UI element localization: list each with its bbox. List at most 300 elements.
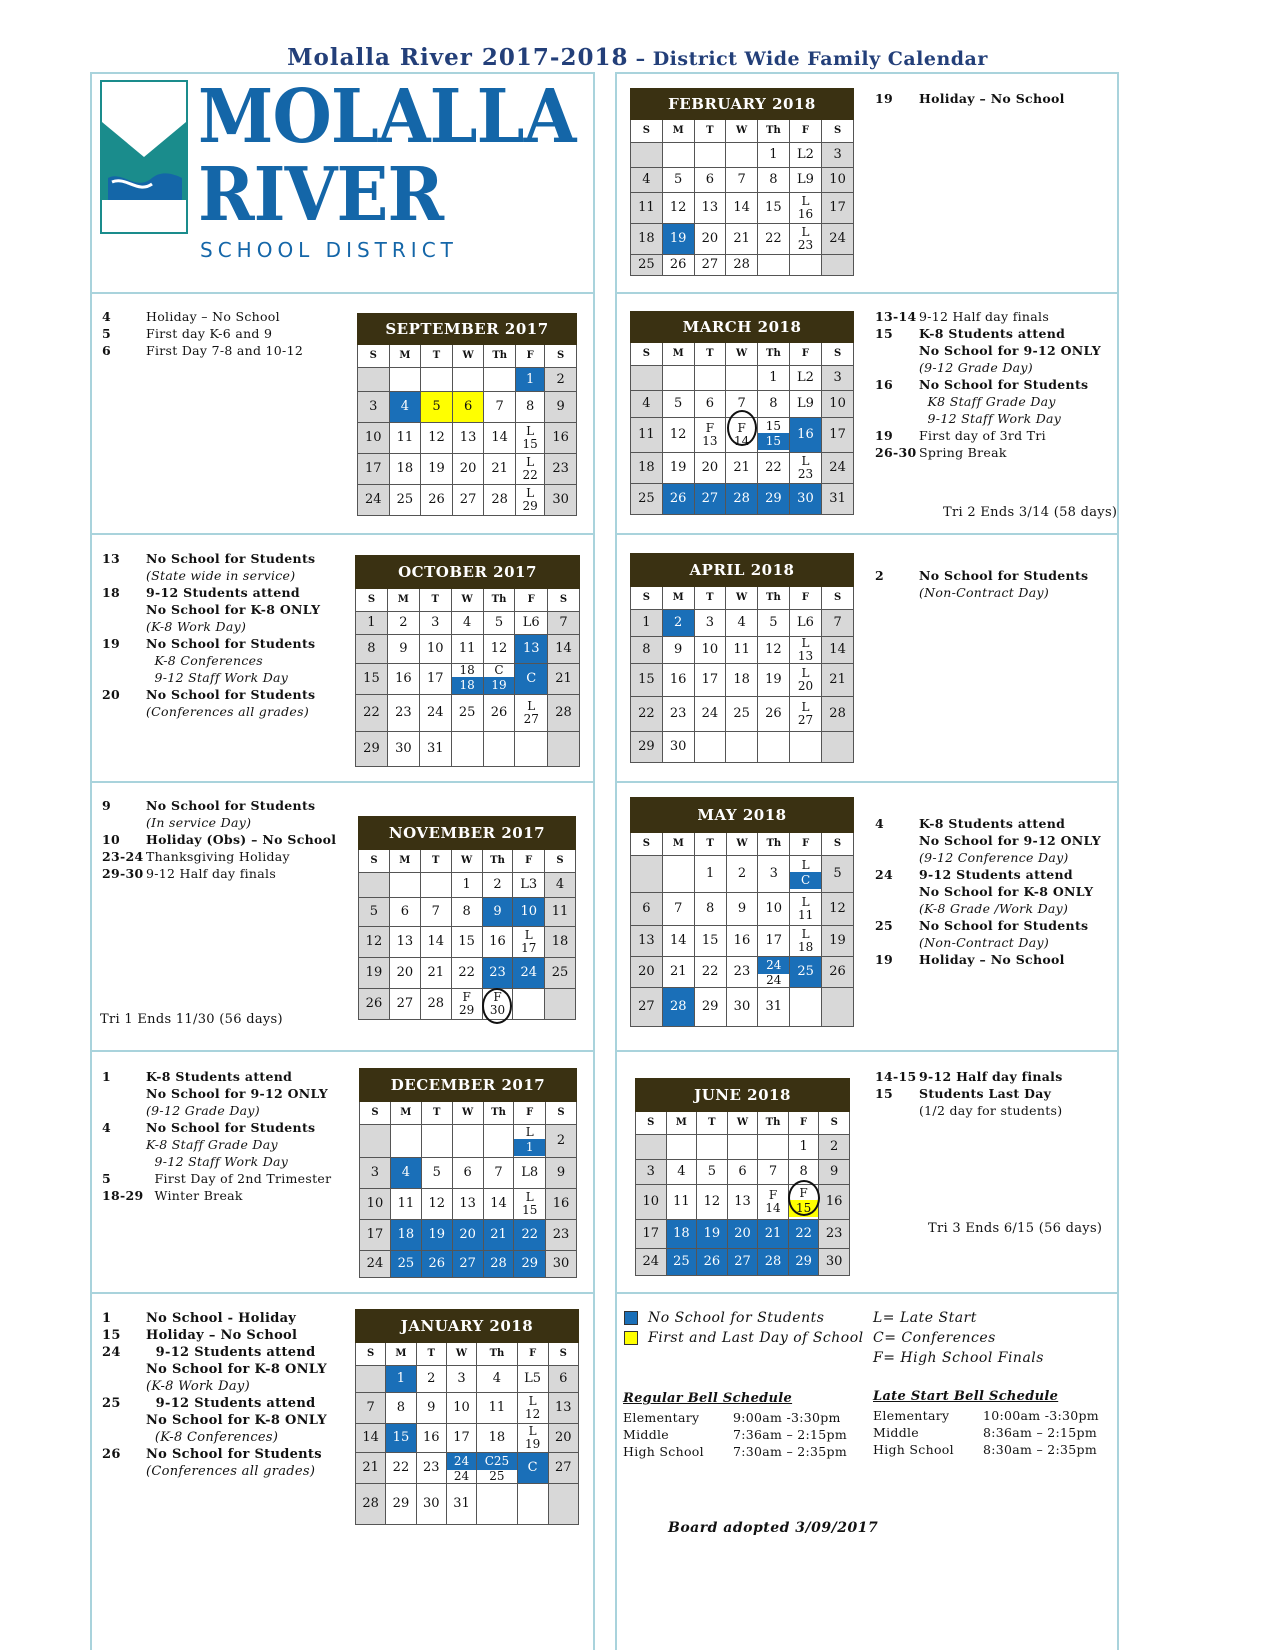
legend-conferences: C= Conferences bbox=[873, 1330, 996, 1346]
day-cell bbox=[726, 143, 758, 168]
day-cell: 2 bbox=[387, 612, 419, 635]
note-date bbox=[875, 410, 919, 427]
note-date: 19 bbox=[875, 952, 893, 967]
notes-march bbox=[875, 308, 1115, 461]
day-cell: L 27 bbox=[789, 697, 821, 732]
day-cell: 16 bbox=[416, 1424, 446, 1453]
day-cell: 18 bbox=[631, 224, 663, 255]
day-cell: 11 bbox=[544, 898, 575, 927]
note-date: 15 bbox=[875, 326, 893, 341]
note-row bbox=[875, 832, 1115, 849]
note-date: 23-24 bbox=[102, 849, 144, 864]
day-cell bbox=[636, 1135, 667, 1160]
note-date: 4 bbox=[875, 816, 884, 831]
day-cell: L 18 bbox=[790, 926, 822, 957]
grid-h bbox=[615, 781, 1119, 783]
bell-level: Elementary bbox=[873, 1408, 950, 1423]
day-cell: L5 bbox=[517, 1366, 548, 1393]
finals-circle-icon bbox=[482, 988, 512, 1024]
day-cell: 5 bbox=[822, 856, 854, 893]
day-cell: 7 bbox=[420, 898, 451, 927]
day-cell: 15 bbox=[451, 927, 482, 958]
day-cell: 31 bbox=[758, 988, 790, 1027]
day-cell: C bbox=[515, 664, 548, 695]
day-cell: 7 bbox=[548, 612, 580, 635]
day-header: Th bbox=[758, 1112, 789, 1135]
day-header: M bbox=[387, 589, 419, 612]
note-row bbox=[102, 550, 352, 567]
day-cell: 28 bbox=[548, 695, 580, 732]
day-cell: 13 bbox=[727, 1185, 758, 1220]
day-header: S bbox=[636, 1112, 667, 1135]
note-text: (K-8 Work Day) bbox=[146, 1379, 250, 1394]
note-row bbox=[102, 1395, 352, 1412]
note-date: 9 bbox=[102, 798, 111, 813]
day-cell bbox=[451, 732, 483, 767]
grid-h bbox=[90, 781, 595, 783]
day-cell: 21 bbox=[548, 664, 580, 695]
day-header: W bbox=[446, 1343, 476, 1366]
day-cell: 30 bbox=[819, 1249, 850, 1276]
note-row bbox=[102, 831, 352, 848]
day-cell: 3 bbox=[446, 1366, 476, 1393]
note-text: (9-12 Grade Day) bbox=[146, 1103, 260, 1118]
day-cell: 7 bbox=[662, 893, 694, 926]
day-cell: 15 bbox=[694, 926, 726, 957]
note-date: 25 bbox=[875, 918, 893, 933]
note-row bbox=[102, 814, 352, 831]
day-cell: 28 bbox=[483, 1251, 514, 1278]
day-cell: 17 bbox=[446, 1424, 476, 1453]
day-cell: 8 bbox=[758, 168, 790, 193]
note-row bbox=[102, 1412, 352, 1429]
day-cell: 9 bbox=[545, 392, 577, 423]
day-cell: 2 bbox=[545, 1125, 576, 1158]
board-adopted: Board adopted 3/09/2017 bbox=[668, 1520, 879, 1536]
day-cell: 29 bbox=[758, 484, 790, 515]
note-text: First day of 3rd Tri bbox=[919, 428, 1046, 443]
day-cell: 5 bbox=[421, 392, 453, 423]
note-row bbox=[875, 815, 1115, 832]
notes-february bbox=[875, 90, 1115, 107]
note-date bbox=[875, 883, 919, 900]
day-cell: 18 bbox=[666, 1220, 697, 1249]
note-date bbox=[102, 669, 146, 686]
note-row bbox=[875, 883, 1115, 900]
day-cell: 10 bbox=[822, 391, 854, 418]
day-cell bbox=[452, 368, 484, 392]
day-header: S bbox=[822, 833, 854, 856]
day-cell: 26 bbox=[822, 957, 854, 988]
day-cell: 1 bbox=[788, 1135, 819, 1160]
day-header: S bbox=[548, 589, 580, 612]
day-cell: 3 bbox=[419, 612, 451, 635]
day-cell: 9 bbox=[662, 637, 694, 664]
day-cell: 4 bbox=[631, 168, 663, 193]
day-header: Th bbox=[484, 345, 516, 368]
day-cell: 10 bbox=[636, 1185, 667, 1220]
note-row bbox=[102, 601, 352, 618]
day-cell bbox=[421, 1125, 452, 1158]
day-cell: 14 bbox=[726, 193, 758, 224]
note-row bbox=[875, 325, 1115, 342]
day-cell: 16 bbox=[482, 927, 513, 958]
day-header: W bbox=[726, 833, 758, 856]
day-cell: 29 bbox=[386, 1484, 416, 1525]
day-header: S bbox=[544, 850, 575, 873]
note-date bbox=[102, 567, 146, 584]
day-cell: 24 bbox=[636, 1249, 667, 1276]
note-date bbox=[102, 1412, 146, 1429]
day-header: F bbox=[788, 1112, 819, 1135]
note-row bbox=[875, 866, 1115, 883]
blue-swatch-icon bbox=[624, 1311, 638, 1325]
note-text: (Conferences all grades) bbox=[146, 1464, 316, 1479]
note-date: 4 bbox=[102, 1120, 111, 1135]
note-row bbox=[102, 1136, 352, 1153]
day-cell: 24 bbox=[822, 224, 854, 255]
calendar-dec bbox=[359, 1068, 577, 1278]
note-date bbox=[102, 814, 146, 831]
finals-circle-icon bbox=[727, 410, 757, 446]
day-cell: 8 bbox=[631, 637, 663, 664]
grid-mid-right bbox=[615, 72, 617, 1650]
note-date bbox=[102, 1085, 146, 1102]
day-cell: 3 bbox=[822, 143, 854, 168]
note-row bbox=[875, 951, 1115, 968]
day-cell: L 12 bbox=[517, 1393, 548, 1424]
note-row bbox=[102, 686, 352, 703]
day-header: M bbox=[390, 1102, 421, 1125]
day-cell: 3 bbox=[694, 610, 726, 637]
note-date bbox=[102, 1378, 146, 1395]
note-text: (Conferences all grades) bbox=[146, 704, 309, 719]
note-date: 14-15 bbox=[875, 1069, 917, 1084]
day-cell: 23 bbox=[726, 957, 758, 988]
regular-bell-schedule bbox=[623, 1390, 863, 1460]
day-header: W bbox=[726, 343, 758, 366]
day-cell: 1 bbox=[356, 612, 388, 635]
day-cell bbox=[789, 255, 821, 276]
note-date: 1 bbox=[102, 1069, 111, 1084]
note-text: K8 Staff Grade Day bbox=[919, 394, 1056, 409]
day-cell: 13 bbox=[515, 635, 548, 664]
note-text: (Non-Contract Day) bbox=[919, 935, 1050, 950]
day-cell: 25 bbox=[631, 255, 663, 276]
day-cell: 23 bbox=[819, 1220, 850, 1249]
day-cell: 29 bbox=[631, 732, 663, 763]
day-cell: 3 bbox=[636, 1160, 667, 1185]
day-cell bbox=[697, 1135, 728, 1160]
notes-september bbox=[102, 308, 352, 359]
district-logo bbox=[100, 74, 576, 270]
day-cell: 16 bbox=[789, 418, 821, 453]
note-row bbox=[102, 1170, 352, 1187]
note-row bbox=[102, 797, 352, 814]
day-cell bbox=[726, 732, 758, 763]
note-text: No School for Students bbox=[146, 551, 316, 566]
note-text: K-8 Conferences bbox=[146, 653, 264, 668]
day-cell: 5 bbox=[662, 391, 694, 418]
day-cell: L C bbox=[790, 856, 822, 893]
day-cell: 18 bbox=[389, 454, 421, 485]
calendar-jan bbox=[355, 1309, 579, 1525]
notes-april bbox=[875, 567, 1115, 601]
day-cell: 19 bbox=[421, 454, 453, 485]
day-cell: 4 bbox=[666, 1160, 697, 1185]
day-cell: 23 bbox=[545, 454, 577, 485]
day-cell: 1 bbox=[631, 610, 663, 637]
day-cell bbox=[517, 1484, 548, 1525]
day-header: M bbox=[662, 587, 694, 610]
note-text: K-8 Students attend bbox=[919, 816, 1066, 831]
day-cell bbox=[694, 143, 726, 168]
month-title: MAY 2018 bbox=[631, 798, 854, 833]
day-header: F bbox=[515, 345, 544, 368]
day-cell bbox=[420, 873, 451, 898]
day-cell bbox=[631, 143, 663, 168]
note-date bbox=[102, 1136, 146, 1153]
month-title: SEPTEMBER 2017 bbox=[358, 314, 577, 345]
day-cell: 1 bbox=[386, 1366, 416, 1393]
note-date bbox=[102, 703, 146, 720]
day-header: S bbox=[822, 120, 854, 143]
day-cell: 20 bbox=[694, 453, 726, 484]
day-cell: 27 bbox=[727, 1249, 758, 1276]
day-cell: 7 bbox=[758, 1160, 789, 1185]
day-cell: 8 bbox=[694, 893, 726, 926]
day-header: T bbox=[694, 120, 726, 143]
day-cell: 25 bbox=[631, 484, 663, 515]
note-text: No School for K-8 ONLY bbox=[146, 1413, 327, 1428]
day-cell: L 27 bbox=[515, 695, 548, 732]
day-cell: 5 bbox=[758, 610, 790, 637]
day-cell: 30 bbox=[789, 484, 821, 515]
day-cell: L 16 bbox=[789, 193, 821, 224]
day-cell: 2 bbox=[482, 873, 513, 898]
note-text: No School for Students bbox=[146, 1120, 316, 1135]
calendar-may bbox=[630, 797, 854, 1027]
note-text: No School for Students bbox=[146, 798, 316, 813]
note-text: (K-8 Grade /Work Day) bbox=[919, 901, 1069, 916]
note-text: No School for Students bbox=[146, 1447, 322, 1462]
day-cell: 12 bbox=[483, 635, 515, 664]
bell-level: Middle bbox=[873, 1425, 919, 1440]
day-cell: 19 bbox=[662, 224, 694, 255]
bell-level: Elementary bbox=[623, 1410, 700, 1425]
legend-first-last: First and Last Day of School bbox=[624, 1328, 864, 1348]
day-header: Th bbox=[758, 587, 790, 610]
day-cell: 23 bbox=[545, 1220, 576, 1251]
note-text: Students Last Day bbox=[919, 1086, 1052, 1101]
note-row bbox=[102, 342, 352, 359]
note-date: 18 bbox=[102, 585, 120, 600]
day-cell: 30 bbox=[545, 485, 577, 516]
day-header: T bbox=[421, 1102, 452, 1125]
day-header: Th bbox=[758, 120, 790, 143]
day-header: T bbox=[416, 1343, 446, 1366]
note-text: 9-12 Half day finals bbox=[919, 309, 1050, 324]
day-cell: 9 bbox=[482, 898, 513, 927]
day-cell: 27 bbox=[694, 484, 726, 515]
day-cell: 28 bbox=[726, 484, 758, 515]
day-cell: 21 bbox=[483, 1220, 514, 1251]
day-cell: 24 bbox=[358, 485, 390, 516]
grid-h bbox=[615, 292, 1119, 294]
day-cell: 27 bbox=[389, 989, 420, 1020]
day-cell: 10 bbox=[513, 898, 545, 927]
note-text: No School for K-8 ONLY bbox=[919, 884, 1094, 899]
note-text: Holiday – No School bbox=[146, 1328, 298, 1343]
day-cell: 14 bbox=[822, 637, 854, 664]
note-row bbox=[102, 1310, 352, 1327]
day-cell: 2 bbox=[726, 856, 758, 893]
day-cell bbox=[694, 366, 726, 391]
day-cell: 14 bbox=[484, 423, 516, 454]
note-date bbox=[875, 849, 919, 866]
day-cell: 18 bbox=[631, 453, 663, 484]
note-date bbox=[102, 1429, 146, 1446]
day-cell: 28 bbox=[662, 988, 694, 1027]
note-text: (9-12 Conference Day) bbox=[919, 850, 1069, 865]
day-cell: 17 bbox=[822, 418, 854, 453]
day-cell: L 1 bbox=[514, 1125, 546, 1158]
day-cell: 18 bbox=[544, 927, 575, 958]
day-cell: 24 24 bbox=[758, 957, 790, 988]
note-date: 4 bbox=[102, 309, 111, 324]
day-cell: 31 bbox=[446, 1484, 476, 1525]
day-cell: 25 bbox=[451, 695, 483, 732]
grid-h bbox=[90, 292, 595, 294]
note-row bbox=[875, 393, 1115, 410]
day-header: S bbox=[631, 343, 663, 366]
day-cell bbox=[548, 1484, 578, 1525]
day-cell bbox=[484, 368, 516, 392]
day-cell: L8 bbox=[514, 1158, 546, 1189]
note-row bbox=[102, 1429, 352, 1446]
notes-january bbox=[102, 1310, 352, 1480]
note-row bbox=[875, 584, 1115, 601]
note-text: 9-12 Students attend bbox=[146, 585, 300, 600]
day-cell: 23 bbox=[482, 958, 513, 989]
bell-time: 9:00am -3:30pm bbox=[733, 1410, 841, 1425]
day-cell: 27 bbox=[452, 1251, 483, 1278]
day-cell: 19 bbox=[421, 1220, 452, 1251]
note-date bbox=[102, 1463, 146, 1480]
note-date: 24 bbox=[102, 1345, 121, 1360]
day-header: Th bbox=[477, 1343, 517, 1366]
note-row bbox=[875, 444, 1115, 461]
note-text: No School for Students bbox=[919, 377, 1089, 392]
day-header: S bbox=[356, 589, 388, 612]
note-date: 5 bbox=[102, 326, 111, 341]
day-cell: 10 bbox=[358, 423, 390, 454]
calendar-nov bbox=[358, 816, 576, 1020]
note-row bbox=[102, 1068, 352, 1085]
day-cell: 16 bbox=[545, 423, 577, 454]
note-text: No School for Students bbox=[146, 636, 316, 651]
day-cell: L 17 bbox=[513, 927, 545, 958]
notes-june bbox=[875, 1068, 1115, 1119]
grid-h bbox=[615, 1292, 1119, 1294]
bell-row bbox=[623, 1426, 863, 1443]
day-cell: 26 bbox=[421, 485, 453, 516]
day-cell: 12 bbox=[697, 1185, 728, 1220]
day-cell: 27 bbox=[452, 485, 484, 516]
day-cell: 7 bbox=[822, 610, 854, 637]
day-cell: L 20 bbox=[789, 664, 821, 697]
day-cell: 17 bbox=[822, 193, 854, 224]
note-date: 25 bbox=[102, 1396, 121, 1411]
day-cell: 26 bbox=[421, 1251, 452, 1278]
note-row bbox=[102, 567, 352, 584]
logo-line-1: MOLALLA bbox=[198, 74, 576, 160]
calendar-feb bbox=[630, 88, 854, 276]
day-cell bbox=[356, 1366, 386, 1393]
day-cell: 3 bbox=[822, 366, 854, 391]
day-cell: 8 bbox=[451, 898, 482, 927]
day-header: S bbox=[548, 1343, 578, 1366]
note-text: Holiday (Obs) – No School bbox=[146, 832, 337, 847]
day-cell: 21 bbox=[726, 224, 758, 255]
day-cell: F 14 bbox=[758, 1185, 789, 1220]
day-cell: 9 bbox=[545, 1158, 576, 1189]
day-cell: F 29 bbox=[451, 989, 482, 1020]
note-text: K-8 Students attend bbox=[919, 326, 1066, 341]
legend-codes bbox=[873, 1308, 1044, 1368]
note-text: Spring Break bbox=[919, 445, 1007, 460]
day-cell: 10 bbox=[446, 1393, 476, 1424]
day-cell: 25 bbox=[790, 957, 822, 988]
day-cell: 4 bbox=[477, 1366, 517, 1393]
day-cell: 26 bbox=[758, 697, 790, 732]
day-cell: 20 bbox=[452, 454, 484, 485]
day-cell: 22 bbox=[631, 697, 663, 732]
note-text: Winter Break bbox=[146, 1188, 243, 1203]
bell-time: 7:36am – 2:15pm bbox=[733, 1427, 847, 1442]
day-cell bbox=[452, 1125, 483, 1158]
day-cell bbox=[662, 856, 694, 893]
day-cell: 14 bbox=[548, 635, 580, 664]
day-cell bbox=[360, 1125, 391, 1158]
day-header: F bbox=[790, 833, 822, 856]
day-cell: 4 bbox=[544, 873, 575, 898]
day-cell: F 30 bbox=[482, 989, 513, 1020]
day-cell: 9 bbox=[387, 635, 419, 664]
day-header: S bbox=[631, 833, 663, 856]
note-row bbox=[875, 900, 1115, 917]
day-cell: L 11 bbox=[790, 893, 822, 926]
day-cell: 5 bbox=[359, 898, 390, 927]
day-cell: L3 bbox=[513, 873, 545, 898]
day-cell: 16 bbox=[819, 1185, 850, 1220]
note-row bbox=[102, 1463, 352, 1480]
calendar-oct bbox=[355, 555, 580, 767]
day-cell: 6 bbox=[727, 1160, 758, 1185]
day-cell: 5 bbox=[483, 612, 515, 635]
day-cell: L 22 bbox=[515, 454, 544, 485]
day-cell: 11 bbox=[726, 637, 758, 664]
note-date bbox=[875, 1102, 919, 1119]
day-cell: 22 bbox=[758, 224, 790, 255]
day-header: W bbox=[727, 1112, 758, 1135]
day-cell: 11 bbox=[477, 1393, 517, 1424]
day-header: Th bbox=[483, 1102, 514, 1125]
day-cell: 14 bbox=[356, 1424, 386, 1453]
note-row bbox=[875, 1085, 1115, 1102]
day-cell: 7 bbox=[726, 391, 758, 418]
note-text: 9-12 Half day finals bbox=[146, 866, 277, 881]
